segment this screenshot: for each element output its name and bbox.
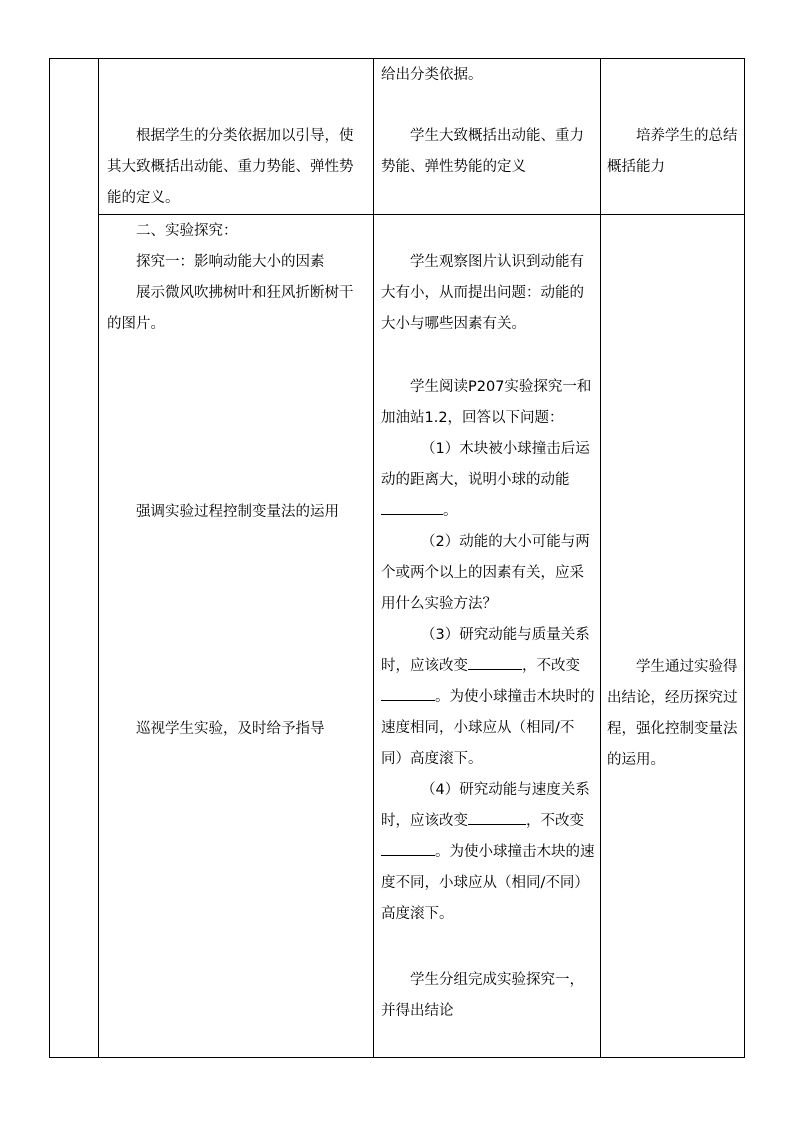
row2-teacher-stress-cell bbox=[107, 497, 365, 528]
row1-student-text: 学生大致概括出动能、重力势能、弹性势能的定义 bbox=[381, 128, 584, 175]
question-4-blank-2 bbox=[381, 837, 435, 856]
question-3-part-c: 。为使小球撞击木块时的速度相同，小球应从（相同/不同）高度滚下。 bbox=[381, 689, 595, 767]
question-2: （2）动能的大小可能与两个或两个以上的因素有关，应采用什么实验方法？ bbox=[381, 534, 590, 612]
question-3 bbox=[381, 620, 595, 775]
row-divider bbox=[98, 214, 745, 215]
stress-method-text: 强调实验过程控制变量法的运用 bbox=[136, 504, 339, 520]
question-3-part-b: ，不改变 bbox=[522, 658, 580, 674]
inquiry-one-title: 探究一：影响动能大小的因素 bbox=[136, 254, 325, 270]
row2-teacher-patrol-cell bbox=[107, 714, 365, 745]
row2-student-group-cell bbox=[381, 965, 595, 1027]
question-4-blank-1 bbox=[468, 806, 526, 825]
question-1-text: （1）木块被小球撞击后运动的距离大，说明小球的动能 bbox=[381, 441, 590, 488]
question-4-part-a: （4）研究动能与速度关系时，应该改变 bbox=[381, 782, 590, 829]
observe-text: 学生观察图片认识到动能有大有小，从而提出问题：动能的大小与哪些因素有关。 bbox=[381, 254, 584, 332]
row2-intent-text: 学生通过实验得出结论，经历探究过程，强化控制变量法的运用。 bbox=[607, 659, 738, 768]
question-3-part-a: （3）研究动能与质量关系时，应该改变 bbox=[381, 627, 590, 674]
row1-student-top-cell bbox=[381, 60, 595, 91]
question-1 bbox=[381, 434, 595, 527]
row1-intent-text: 培养学生的总结概括能力 bbox=[607, 128, 738, 175]
table-border-left bbox=[49, 58, 50, 1058]
column-divider-3 bbox=[600, 58, 601, 1058]
question-4-part-b: ，不改变 bbox=[526, 813, 584, 829]
row1-teacher-text: 根据学生的分类依据加以引导，使其大致概括出动能、重力势能、弹性势能的定义。 bbox=[107, 128, 354, 206]
show-pictures-text: 展示微风吹拂树叶和狂风折断树干的图片。 bbox=[107, 285, 354, 332]
group-experiment-text: 学生分组完成实验探究一，并得出结论 bbox=[381, 972, 584, 1019]
question-4 bbox=[381, 775, 595, 930]
row2-teacher-cell bbox=[107, 216, 365, 340]
table-border-top bbox=[49, 58, 745, 59]
table-border-right bbox=[744, 58, 745, 1058]
question-4-part-c: 。为使小球撞击木块的速度不同，小球应从（相同/不同）高度滚下。 bbox=[381, 844, 595, 922]
experiment-heading: 二、实验探究： bbox=[136, 223, 238, 239]
row2-student-questions-cell bbox=[381, 372, 595, 930]
row2-student-cell bbox=[381, 247, 595, 340]
question-1-end: 。 bbox=[443, 503, 458, 519]
row1-teacher-cell bbox=[107, 121, 365, 214]
patrol-guidance-text: 巡视学生实验，及时给予指导 bbox=[136, 721, 325, 737]
question-3-blank-1 bbox=[468, 651, 522, 670]
read-instructions-text: 学生阅读P207实验探究一和加油站1.2，回答以下问题： bbox=[381, 379, 592, 426]
column-divider-2 bbox=[373, 58, 374, 1058]
row2-intent-cell bbox=[607, 652, 739, 776]
table-border-bottom bbox=[49, 1057, 745, 1058]
column-divider-1 bbox=[98, 58, 99, 1058]
question-3-blank-2 bbox=[381, 682, 435, 701]
row1-intent-cell bbox=[607, 121, 739, 183]
row1-student-cell bbox=[381, 121, 595, 183]
question-1-blank bbox=[381, 496, 443, 515]
row1-student-top-text: 给出分类依据。 bbox=[381, 67, 483, 83]
